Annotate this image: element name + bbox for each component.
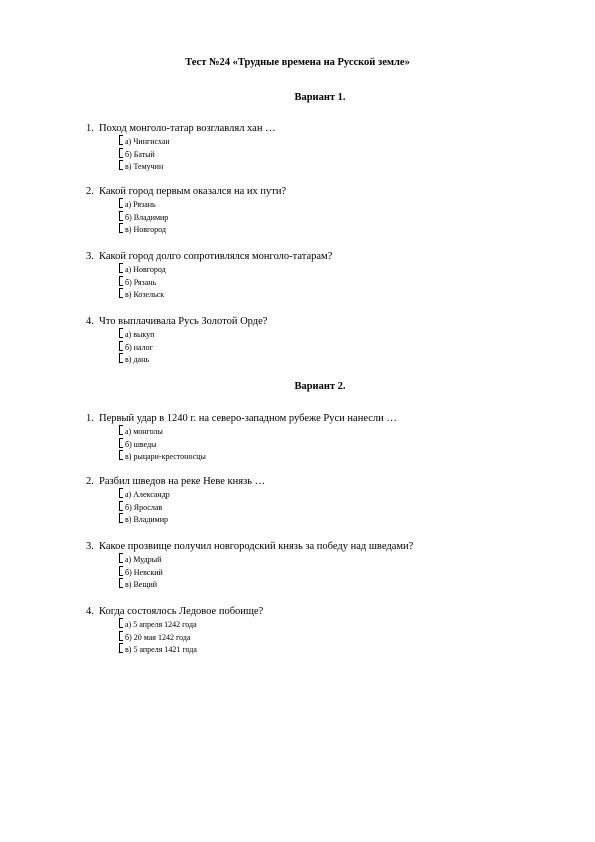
question: 1. Первый удар в 1240 г. на северо-западном рубеже Руси нанесли … (86, 413, 397, 424)
checkbox-icon[interactable] (119, 513, 123, 523)
answer-option[interactable]: в) 5 апреля 1421 года (119, 643, 197, 656)
checkbox-icon[interactable] (119, 450, 123, 460)
answer-option[interactable]: а) Рязань (119, 198, 168, 211)
checkbox-icon[interactable] (119, 488, 123, 498)
answer-option[interactable]: б) Невский (119, 566, 163, 579)
checkbox-icon[interactable] (119, 223, 123, 233)
answer-option[interactable]: б) Ярослав (119, 501, 170, 514)
checkbox-icon[interactable] (119, 160, 123, 170)
answer-option[interactable]: а) Мудрый (119, 553, 163, 566)
answer-option[interactable]: а) 5 апреля 1242 года (119, 618, 197, 631)
checkbox-icon[interactable] (119, 618, 123, 628)
question: 3. Какой город долго сопротивлялся монголо-татарам? (86, 251, 333, 262)
answer-option[interactable]: в) дань (119, 353, 154, 366)
answer-option[interactable]: в) Вещий (119, 578, 163, 591)
checkbox-icon[interactable] (119, 135, 123, 145)
answer-options (119, 425, 206, 463)
question: 4. Когда состоялось Ледовое побоище? (86, 606, 264, 617)
answer-options (119, 618, 197, 656)
answer-options (119, 263, 166, 301)
checkbox-icon[interactable] (119, 553, 123, 563)
checkbox-icon[interactable] (119, 425, 123, 435)
checkbox-icon[interactable] (119, 643, 123, 653)
checkbox-icon[interactable] (119, 566, 123, 576)
answer-option[interactable]: б) Владимир (119, 211, 168, 224)
checkbox-icon[interactable] (119, 263, 123, 273)
answer-option[interactable]: б) налог (119, 341, 154, 354)
checkbox-icon[interactable] (119, 341, 123, 351)
answer-options (119, 328, 154, 366)
answer-option[interactable]: а) Александр (119, 488, 170, 501)
checkbox-icon[interactable] (119, 578, 123, 588)
checkbox-icon[interactable] (119, 353, 123, 363)
checkbox-icon[interactable] (119, 631, 123, 641)
answer-option[interactable]: б) 20 мая 1242 года (119, 631, 197, 644)
answer-option[interactable]: в) Владимир (119, 513, 170, 526)
answer-option[interactable]: в) Новгород (119, 223, 168, 236)
checkbox-icon[interactable] (119, 198, 123, 208)
checkbox-icon[interactable] (119, 148, 123, 158)
answer-option[interactable]: в) Темучин (119, 160, 170, 173)
question: 3. Какое прозвище получил новгородский князь за победу над шведами? (86, 541, 414, 552)
answer-option[interactable]: а) выкуп (119, 328, 154, 341)
checkbox-icon[interactable] (119, 288, 123, 298)
answer-options (119, 553, 163, 591)
answer-option[interactable]: б) Батый (119, 148, 170, 161)
checkbox-icon[interactable] (119, 438, 123, 448)
answer-option[interactable]: а) Новгород (119, 263, 166, 276)
checkbox-icon[interactable] (119, 501, 123, 511)
answer-option[interactable]: в) рыцари-крестоносцы (119, 450, 206, 463)
answer-option[interactable]: б) шведы (119, 438, 206, 451)
answer-option[interactable]: а) монголы (119, 425, 206, 438)
question: 2. Какой город первым оказался на их пути? (86, 186, 287, 197)
answer-options (119, 135, 170, 173)
answer-option[interactable]: а) Чингисхан (119, 135, 170, 148)
answer-option[interactable]: в) Козельск (119, 288, 166, 301)
question: 1. Поход монголо-татар возглавлял хан … (86, 123, 276, 134)
page-title: Тест №24 «Трудные времена на Русской земле» (185, 57, 410, 68)
question: 2. Разбил шведов на реке Неве князь … (86, 476, 266, 487)
answer-options (119, 488, 170, 526)
answer-option[interactable]: б) Рязань (119, 276, 166, 289)
checkbox-icon[interactable] (119, 328, 123, 338)
variant-1-heading: Вариант 1. (294, 92, 346, 103)
answer-options (119, 198, 168, 236)
variant-2-heading: Вариант 2. (294, 381, 346, 392)
checkbox-icon[interactable] (119, 211, 123, 221)
question: 4. Что выплачивала Русь Золотой Орде? (86, 316, 268, 327)
checkbox-icon[interactable] (119, 276, 123, 286)
